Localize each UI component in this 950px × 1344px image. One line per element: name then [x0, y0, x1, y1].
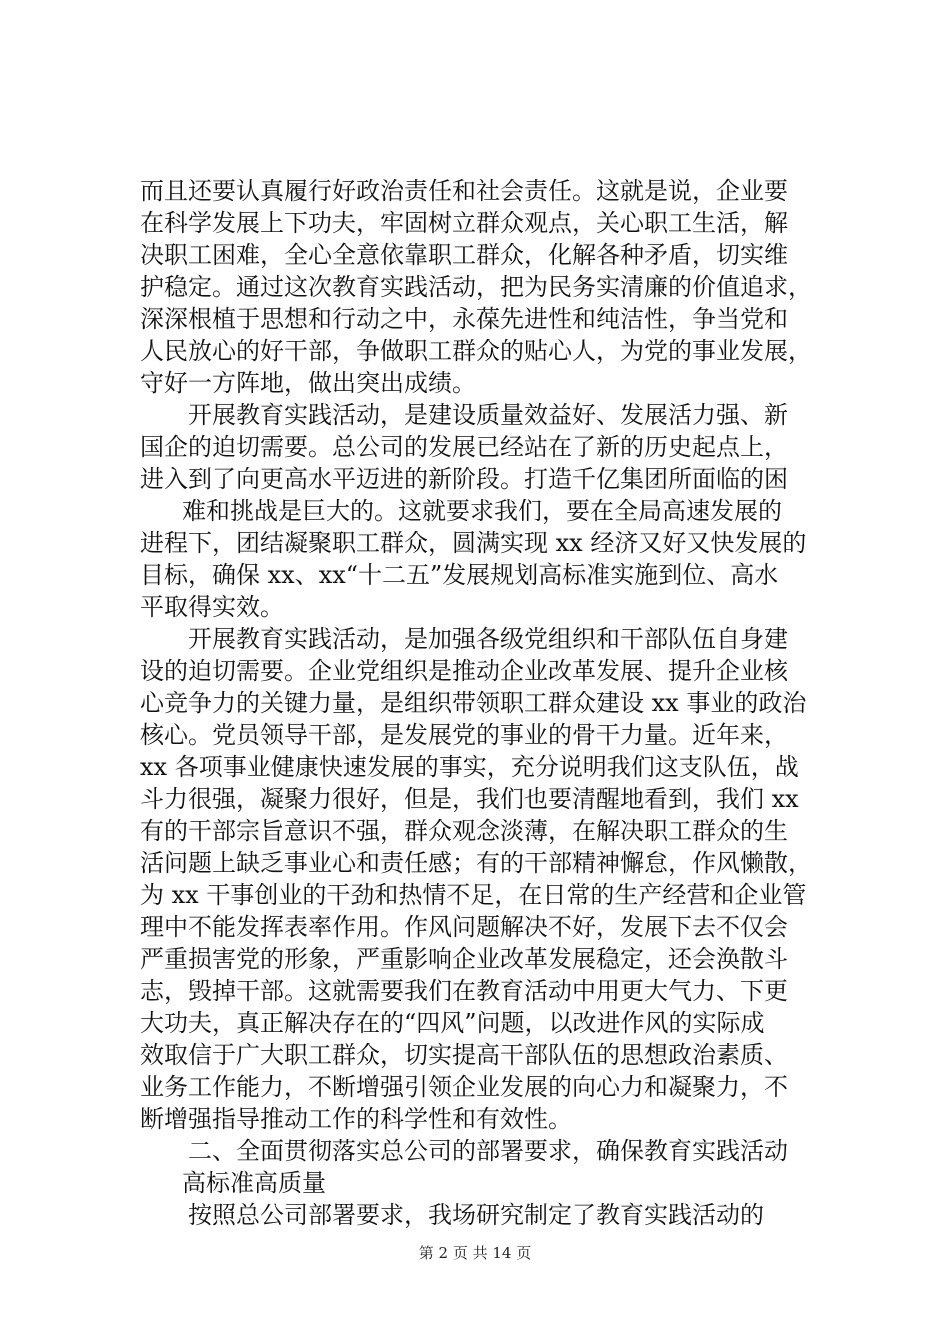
paragraph-line: 效取信于广大职工群众，切实提高干部队伍的思想政治素质、 — [140, 1041, 788, 1069]
paragraph-line: 理中不能发挥表率作用。作风问题解决不好，发展下去不仅会 — [140, 913, 788, 941]
paragraph-line: 断增强指导推动工作的科学性和有效性。 — [140, 1105, 572, 1133]
paragraph-line: 设的迫切需要。企业党组织是推动企业改革发展、提升企业核 — [140, 657, 788, 685]
paragraph-line: 而且还要认真履行好政治责任和社会责任。这就是说，企业要 — [140, 177, 788, 205]
paragraph-line: 志，毁掉干部。这就需要我们在教育活动中用更大气力、下更 — [140, 977, 788, 1005]
paragraph-line: 进程下，团结凝聚职工群众，圆满实现 xx 经济又好又快发展的 — [140, 529, 807, 557]
paragraph-line: 核心。党员领导干部，是发展党的事业的骨干力量。近年来， — [140, 721, 788, 749]
paragraph-line: 大功夫，真正解决存在的“四风”问题，以改进作风的实际成 — [140, 1009, 765, 1037]
paragraph-line: 严重损害党的形象，严重影响企业改革发展稳定，还会涣散斗 — [140, 945, 788, 973]
paragraph-line: 守好一方阵地，做出突出成绩。 — [140, 369, 476, 397]
paragraph-line: 护稳定。通过这次教育实践活动，把为民务实清廉的价值追求， — [140, 273, 812, 301]
section-heading-continued: 高标准高质量 — [182, 1169, 326, 1197]
paragraph-line: 平取得实效。 — [140, 593, 284, 621]
paragraph-line: 深深根植于思想和行动之中，永葆先进性和纯洁性，争当党和 — [140, 305, 788, 333]
paragraph-line: 开展教育实践活动，是建设质量效益好、发展活力强、新 — [188, 401, 788, 429]
paragraph-line: 有的干部宗旨意识不强，群众观念淡薄，在解决职工群众的生 — [140, 817, 788, 845]
paragraph-line: xx 各项事业健康快速发展的事实，充分说明我们这支队伍，战 — [140, 753, 799, 781]
paragraph-line: 心竞争力的关键力量，是组织带领职工群众建设 xx 事业的政治 — [140, 689, 807, 717]
paragraph-line: 活问题上缺乏事业心和责任感；有的干部精神懈怠，作风懒散， — [140, 849, 812, 877]
paragraph-line: 按照总公司部署要求，我场研究制定了教育实践活动的 — [188, 1201, 764, 1229]
paragraph-line: 在科学发展上下功夫，牢固树立群众观点，关心职工生活，解 — [140, 209, 788, 237]
paragraph-line: 决职工困难，全心全意依靠职工群众，化解各种矛盾，切实维 — [140, 241, 788, 269]
paragraph-line: 目标，确保 xx、xx“十二五”发展规划高标准实施到位、高水 — [140, 561, 779, 589]
paragraph-line: 开展教育实践活动，是加强各级党组织和干部队伍自身建 — [188, 625, 788, 653]
paragraph-line: 进入到了向更高水平迈进的新阶段。打造千亿集团所面临的困 — [140, 465, 788, 493]
paragraph-line: 国企的迫切需要。总公司的发展已经站在了新的历史起点上， — [140, 433, 788, 461]
paragraph-line: 人民放心的好干部，争做职工群众的贴心人，为党的事业发展， — [140, 337, 812, 365]
paragraph-line: 业务工作能力，不断增强引领企业发展的向心力和凝聚力，不 — [140, 1073, 788, 1101]
page-number-footer: 第 2 页 共 14 页 — [418, 1244, 532, 1262]
section-heading: 二、全面贯彻落实总公司的部署要求，确保教育实践活动 — [188, 1137, 788, 1165]
paragraph-line: 难和挑战是巨大的。这就要求我们，要在全局高速发展的 — [182, 497, 782, 525]
paragraph-line: 为 xx 干事创业的干劲和热情不足，在日常的生产经营和企业管 — [140, 881, 807, 909]
paragraph-line: 斗力很强，凝聚力很好，但是，我们也要清醒地看到，我们 xx — [140, 785, 799, 813]
